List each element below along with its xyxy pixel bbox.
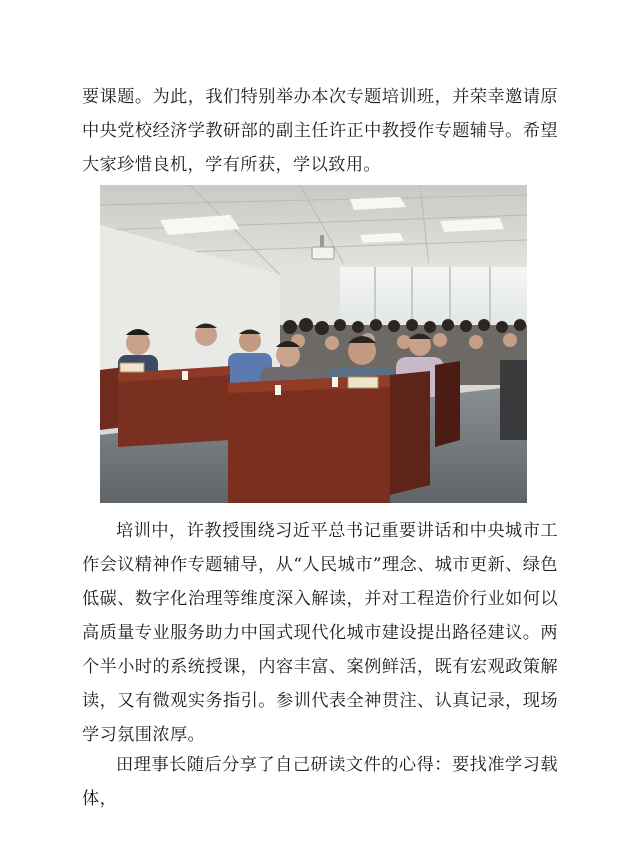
training-session-photo	[100, 185, 527, 503]
paragraph-training-content: 培训中，许教授围绕习近平总书记重要讲话和中央城市工作会议精神作专题辅导，从“人民城市”理念、城市更新、绿色低碳、数字化治理等维度深入解读，并对工程造价行业如何以高质量专业服务助力中国式现代化城市建设提出路径建议。两个半小时的系统授课，内容丰富、案例鲜活，既有宏观政策解读，又有微观实务指引。参训代表全神贯注、认真记录，现场学习氛围浓厚。	[82, 521, 558, 745]
paragraph-intro: 要课题。为此，我们特别举办本次专题培训班，并荣幸邀请原中央党校经济学教研部的副主任许正中教授作专题辅导。希望大家珍惜良机，学有所获，学以致用。	[82, 87, 558, 175]
paragraph-sharing: 田理事长随后分享了自己研读文件的心得：要找准学习载体，	[82, 755, 558, 809]
